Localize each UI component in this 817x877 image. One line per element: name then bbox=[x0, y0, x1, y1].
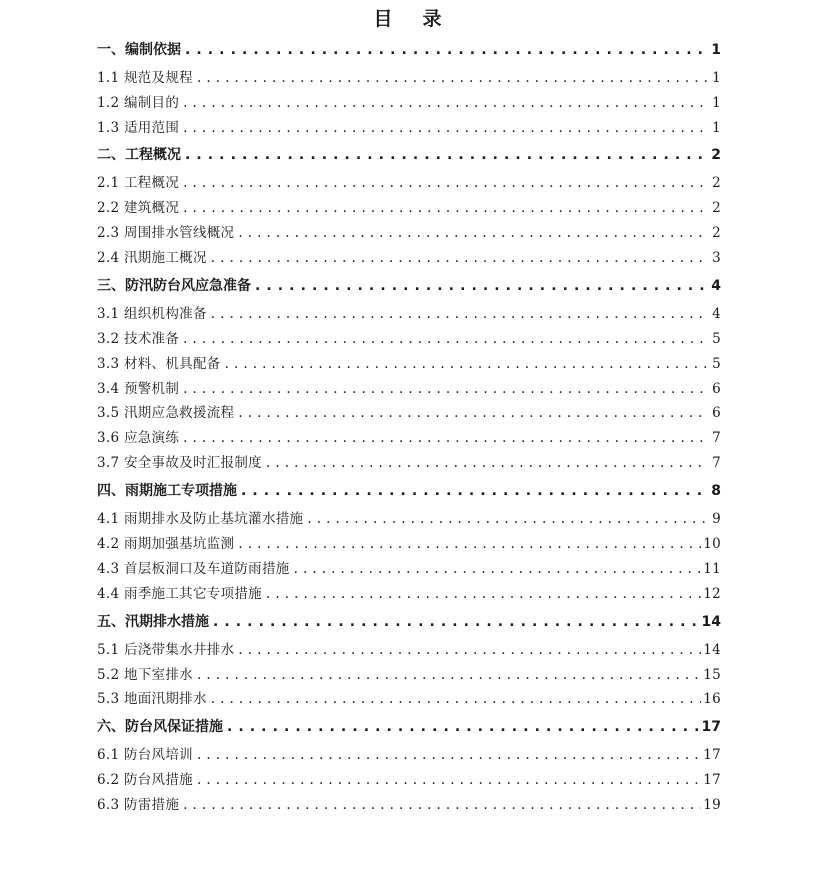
toc-entry-page-number: 9 bbox=[712, 511, 721, 527]
toc-section-entry[interactable] bbox=[97, 274, 721, 298]
toc-entry-label: 3.4 预警机制 bbox=[97, 381, 180, 397]
toc-subsection-entry[interactable] bbox=[97, 91, 721, 115]
toc-subsection-entry[interactable] bbox=[97, 743, 721, 767]
toc-entry-page-number: 2 bbox=[712, 175, 721, 191]
dot-leader bbox=[294, 557, 702, 581]
dot-leader bbox=[185, 143, 707, 167]
toc-subsection-entry[interactable] bbox=[97, 507, 721, 531]
toc-entry-page-number: 6 bbox=[712, 381, 721, 397]
toc-entry-page-number: 2 bbox=[712, 225, 721, 241]
dot-leader bbox=[183, 171, 707, 195]
toc-section-entry[interactable] bbox=[97, 479, 721, 503]
dot-leader bbox=[255, 274, 707, 298]
toc-entry-label: 3.5 汛期应急救援流程 bbox=[97, 405, 235, 421]
toc-entry-label: 五、汛期排水措施 bbox=[97, 614, 209, 630]
dot-leader bbox=[183, 426, 707, 450]
toc-entry-label: 1.3 适用范围 bbox=[97, 120, 180, 136]
dot-leader bbox=[185, 38, 707, 62]
toc-entry-label: 2.4 汛期施工概况 bbox=[97, 250, 207, 266]
toc-entry-label: 六、防台风保证措施 bbox=[97, 719, 223, 735]
toc-entry-label: 6.3 防雷措施 bbox=[97, 797, 180, 813]
dot-leader bbox=[238, 532, 701, 556]
toc-subsection-entry[interactable] bbox=[97, 532, 721, 556]
toc-section-entry[interactable] bbox=[97, 715, 721, 739]
toc-entry-label: 3.1 组织机构准备 bbox=[97, 306, 207, 322]
toc-subsection-entry[interactable] bbox=[97, 426, 721, 450]
toc-subsection-entry[interactable] bbox=[97, 793, 721, 817]
title-char-1: 目 bbox=[373, 8, 395, 30]
toc-section-entry[interactable] bbox=[97, 143, 721, 167]
toc-entry-label: 2.1 工程概况 bbox=[97, 175, 180, 191]
dot-leader bbox=[213, 610, 700, 634]
toc-entry-label: 4.4 雨季施工其它专项措施 bbox=[97, 586, 262, 602]
dot-leader bbox=[241, 479, 707, 503]
toc-subsection-entry[interactable] bbox=[97, 638, 721, 662]
toc-entry-label: 3.7 安全事故及时汇报制度 bbox=[97, 455, 262, 471]
dot-leader bbox=[238, 638, 701, 662]
dot-leader bbox=[211, 302, 707, 326]
toc-section-entry[interactable] bbox=[97, 38, 721, 62]
toc-entry-label: 5.2 地下室排水 bbox=[97, 667, 193, 683]
toc-entry-page-number: 4 bbox=[711, 278, 721, 294]
dot-leader bbox=[211, 246, 707, 270]
toc-entry-page-number: 14 bbox=[701, 614, 721, 630]
toc-subsection-entry[interactable] bbox=[97, 401, 721, 425]
toc-entry-label: 4.1 雨期排水及防止基坑灌水措施 bbox=[97, 511, 304, 527]
dot-leader bbox=[266, 451, 707, 475]
toc-subsection-entry[interactable] bbox=[97, 557, 721, 581]
dot-leader bbox=[225, 352, 707, 376]
dot-leader bbox=[183, 327, 707, 351]
toc-entry-label: 3.3 材料、机具配备 bbox=[97, 356, 221, 372]
toc-entry-page-number: 6 bbox=[712, 405, 721, 421]
toc-entry-page-number: 4 bbox=[712, 306, 721, 322]
dot-leader bbox=[197, 768, 701, 792]
toc-subsection-entry[interactable] bbox=[97, 663, 721, 687]
toc-entry-page-number: 5 bbox=[712, 356, 721, 372]
dot-leader bbox=[197, 743, 701, 767]
toc-entry-label: 3.6 应急演练 bbox=[97, 430, 180, 446]
toc-subsection-entry[interactable] bbox=[97, 377, 721, 401]
dot-leader bbox=[183, 377, 707, 401]
dot-leader bbox=[183, 116, 707, 140]
toc-entry-label: 6.1 防台风培训 bbox=[97, 747, 193, 763]
dot-leader bbox=[183, 793, 701, 817]
toc-subsection-entry[interactable] bbox=[97, 196, 721, 220]
toc-entry-label: 二、工程概况 bbox=[97, 147, 181, 163]
toc-entry-page-number: 2 bbox=[711, 147, 721, 163]
toc-entry-page-number: 1 bbox=[712, 70, 721, 86]
toc-entry-label: 2.3 周围排水管线概况 bbox=[97, 225, 235, 241]
toc-entry-label: 四、雨期施工专项措施 bbox=[97, 483, 237, 499]
toc-entry-page-number: 14 bbox=[703, 642, 721, 658]
toc-subsection-entry[interactable] bbox=[97, 687, 721, 711]
toc-entry-label: 5.3 地面汛期排水 bbox=[97, 691, 207, 707]
toc-subsection-entry[interactable] bbox=[97, 327, 721, 351]
dot-leader bbox=[211, 687, 701, 711]
dot-leader bbox=[266, 582, 701, 606]
toc-entry-page-number: 16 bbox=[703, 691, 721, 707]
toc-subsection-entry[interactable] bbox=[97, 768, 721, 792]
toc-section-entry[interactable] bbox=[97, 610, 721, 634]
toc-entry-page-number: 19 bbox=[703, 797, 721, 813]
toc-entry-label: 一、编制依据 bbox=[97, 42, 181, 58]
toc-subsection-entry[interactable] bbox=[97, 246, 721, 270]
toc-subsection-entry[interactable] bbox=[97, 171, 721, 195]
dot-leader bbox=[183, 91, 707, 115]
toc-entry-page-number: 7 bbox=[712, 430, 721, 446]
toc-entry-label: 5.1 后浇带集水井排水 bbox=[97, 642, 235, 658]
dot-leader bbox=[307, 507, 707, 531]
toc-entry-page-number: 7 bbox=[712, 455, 721, 471]
toc-subsection-entry[interactable] bbox=[97, 302, 721, 326]
toc-entry-page-number: 15 bbox=[703, 667, 721, 683]
toc-entry-page-number: 17 bbox=[701, 719, 721, 735]
toc-entry-label: 三、防汛防台风应急准备 bbox=[97, 278, 251, 294]
toc-subsection-entry[interactable] bbox=[97, 352, 721, 376]
toc-entry-label: 3.2 技术准备 bbox=[97, 331, 180, 347]
toc-entry-page-number: 1 bbox=[712, 95, 721, 111]
toc-entry-label: 6.2 防台风措施 bbox=[97, 772, 193, 788]
toc-entry-page-number: 1 bbox=[712, 120, 721, 136]
dot-leader bbox=[197, 663, 701, 687]
toc-entry-label: 2.2 建筑概况 bbox=[97, 200, 180, 216]
dot-leader bbox=[238, 221, 707, 245]
toc-subsection-entry[interactable] bbox=[97, 582, 721, 606]
toc-entry-page-number: 10 bbox=[703, 536, 721, 552]
toc-entry-label: 4.2 雨期加强基坑监测 bbox=[97, 536, 235, 552]
dot-leader bbox=[197, 66, 707, 90]
toc-subsection-entry[interactable] bbox=[97, 451, 721, 475]
toc-entry-label: 4.3 首层板洞口及车道防雨措施 bbox=[97, 561, 290, 577]
toc-subsection-entry[interactable] bbox=[97, 66, 721, 90]
toc-entry-page-number: 11 bbox=[703, 561, 721, 577]
page-title bbox=[0, 4, 817, 31]
toc-entry-page-number: 17 bbox=[703, 747, 721, 763]
toc-entry-page-number: 17 bbox=[703, 772, 721, 788]
toc-entry-page-number: 12 bbox=[703, 586, 721, 602]
dot-leader bbox=[183, 196, 707, 220]
dot-leader bbox=[238, 401, 707, 425]
toc-entry-page-number: 3 bbox=[712, 250, 721, 266]
toc-entry-label: 1.1 规范及规程 bbox=[97, 70, 193, 86]
toc-entry-page-number: 2 bbox=[712, 200, 721, 216]
toc-entry-page-number: 8 bbox=[711, 483, 721, 499]
title-char-2: 录 bbox=[422, 8, 444, 30]
toc-entry-page-number: 1 bbox=[711, 42, 721, 58]
toc-subsection-entry[interactable] bbox=[97, 116, 721, 140]
dot-leader bbox=[227, 715, 700, 739]
toc-subsection-entry[interactable] bbox=[97, 221, 721, 245]
toc-entry-label: 1.2 编制目的 bbox=[97, 95, 180, 111]
toc-entry-page-number: 5 bbox=[712, 331, 721, 347]
